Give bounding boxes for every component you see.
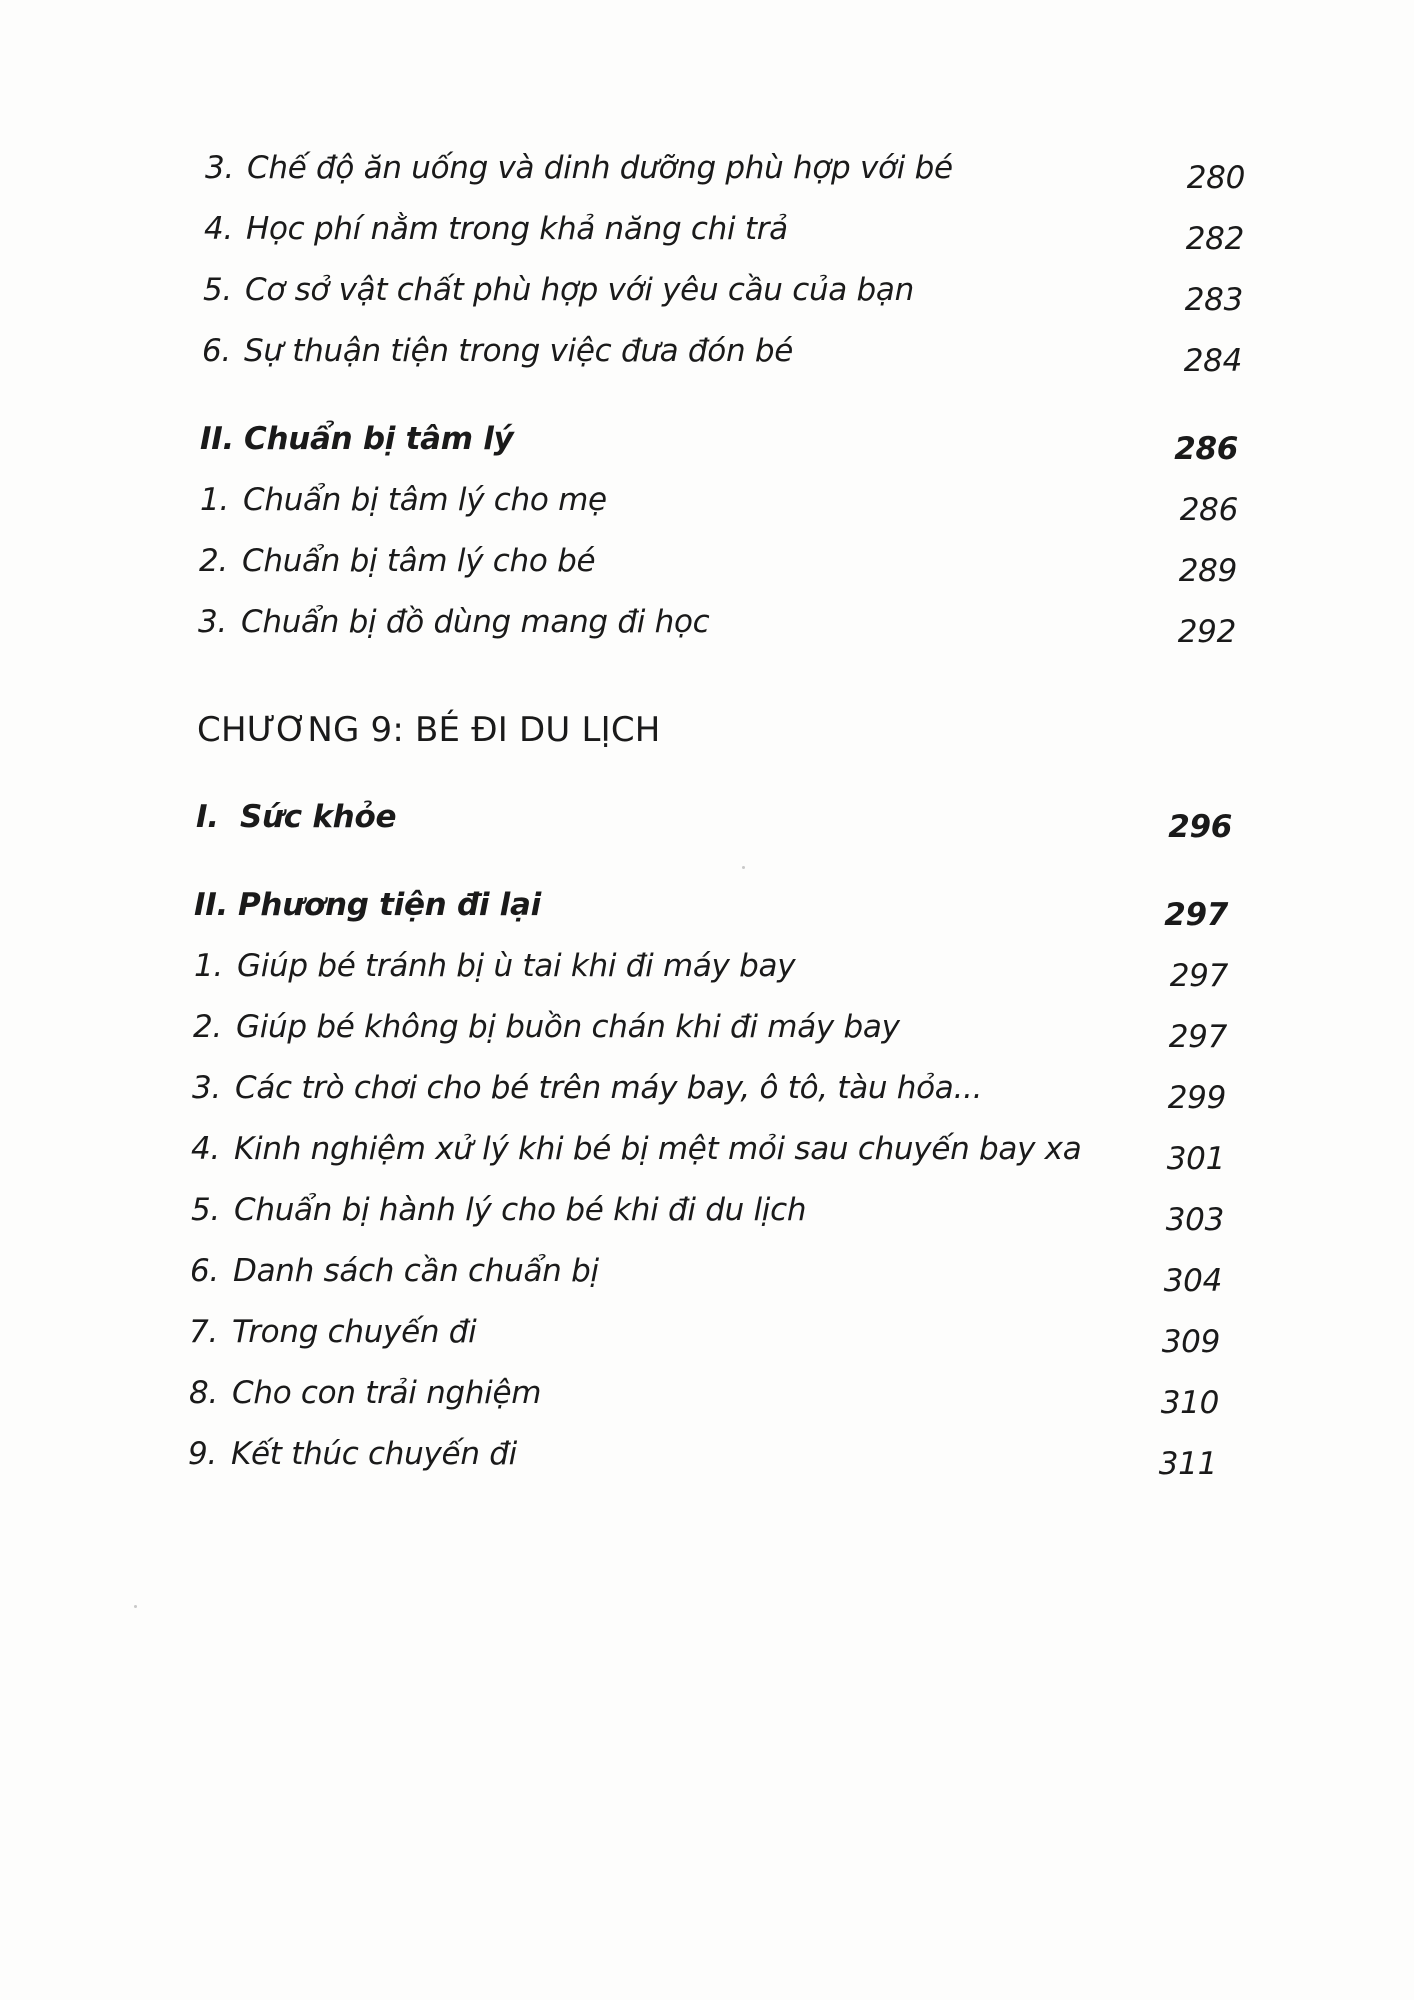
entry-page-number: 297 [1168, 1019, 1227, 1055]
entry-number: 9. [188, 1436, 217, 1472]
entry-title: Cơ sở vật chất phù hợp với yêu cầu của bạn [245, 272, 914, 308]
toc-entry [205, 150, 1245, 200]
chapter-heading: CHƯƠNG 9: BÉ ĐI DU LỊCH [197, 710, 661, 750]
entry-number: 3. [192, 1070, 221, 1106]
entry-title: Phương tiện đi lại [238, 887, 541, 923]
entry-title: Học phí nằm trong khả năng chi trả [246, 211, 788, 247]
entry-title: Sự thuận tiện trong việc đưa đón bé [244, 333, 794, 369]
toc-section-entry [194, 887, 1234, 937]
entry-number: II. [200, 421, 234, 457]
entry-title: Danh sách cần chuẩn bị [233, 1253, 599, 1289]
toc-entry [188, 1436, 1228, 1486]
entry-number: 4. [204, 211, 233, 247]
entry-page-number: 280 [1186, 160, 1245, 196]
entry-page-number: 299 [1167, 1080, 1226, 1116]
toc-entry [202, 333, 1242, 383]
toc-entry [189, 1375, 1229, 1425]
entry-title: Giúp bé tránh bị ù tai khi đi máy bay [237, 948, 796, 984]
entry-page-number: 283 [1184, 282, 1243, 318]
entry-title: Cho con trải nghiệm [232, 1375, 542, 1411]
entry-page-number: 289 [1178, 553, 1237, 589]
entry-number: 1. [194, 948, 223, 984]
entry-title: Chuẩn bị hành lý cho bé khi đi du lịch [234, 1192, 807, 1228]
toc-entry [203, 272, 1243, 322]
entry-page-number: 286 [1174, 431, 1238, 467]
toc-entry [189, 1314, 1229, 1364]
entry-title: Chuẩn bị đồ dùng mang đi học [241, 604, 710, 640]
entry-number: I. [196, 799, 219, 835]
entry-number: 2. [193, 1009, 222, 1045]
scan-speck [742, 866, 745, 869]
entry-number: 7. [189, 1314, 218, 1350]
entry-page-number: 296 [1168, 809, 1232, 845]
entry-page-number: 309 [1161, 1324, 1220, 1360]
entry-number: 2. [199, 543, 228, 579]
entry-page-number: 292 [1177, 614, 1236, 650]
entry-number: 5. [203, 272, 232, 308]
toc-entry [200, 482, 1240, 532]
entry-title: Chuẩn bị tâm lý [244, 421, 514, 457]
entry-page-number: 297 [1169, 958, 1228, 994]
entry-page-number: 311 [1158, 1446, 1217, 1482]
entry-number: 6. [202, 333, 231, 369]
toc-entry [193, 1009, 1233, 1059]
entry-number: 1. [200, 482, 229, 518]
toc-section-entry [196, 799, 1236, 849]
entry-page-number: 284 [1183, 343, 1242, 379]
toc-entry [199, 543, 1239, 593]
toc-entry [198, 604, 1238, 654]
entry-title: Chuẩn bị tâm lý cho mẹ [243, 482, 607, 518]
entry-page-number: 310 [1160, 1385, 1219, 1421]
entry-page-number: 303 [1165, 1202, 1224, 1238]
scan-speck [134, 1605, 137, 1608]
entry-page-number: 304 [1163, 1263, 1222, 1299]
entry-number: 8. [189, 1375, 218, 1411]
entry-number: 5. [191, 1192, 220, 1228]
entry-title: Kinh nghiệm xử lý khi bé bị mệt mỏi sau chuyến bay xa [234, 1131, 1082, 1167]
entry-page-number: 301 [1166, 1141, 1225, 1177]
entry-number: 3. [198, 604, 227, 640]
entry-number: 3. [205, 150, 234, 186]
toc-entry [204, 211, 1244, 261]
entry-page-number: 282 [1185, 221, 1244, 257]
toc-entry [194, 948, 1234, 998]
entry-title: Chuẩn bị tâm lý cho bé [242, 543, 596, 579]
entry-title: Kết thúc chuyến đi [231, 1436, 517, 1472]
entry-title: Giúp bé không bị buồn chán khi đi máy bay [236, 1009, 900, 1045]
toc-entry [192, 1070, 1232, 1120]
entry-page-number: 286 [1179, 492, 1238, 528]
entry-number: 6. [190, 1253, 219, 1289]
toc-entry [191, 1192, 1231, 1242]
toc-entry [191, 1131, 1231, 1181]
toc-entry [190, 1253, 1230, 1303]
entry-title: Sức khỏe [240, 799, 397, 835]
toc-section-entry [200, 421, 1240, 471]
entry-title: Trong chuyến đi [232, 1314, 477, 1350]
entry-number: 4. [191, 1131, 220, 1167]
entry-page-number: 297 [1164, 897, 1228, 933]
entry-number: II. [194, 887, 228, 923]
entry-title: Các trò chơi cho bé trên máy bay, ô tô, tàu hỏa... [235, 1070, 983, 1106]
entry-title: Chế độ ăn uống và dinh dưỡng phù hợp với bé [247, 150, 953, 186]
